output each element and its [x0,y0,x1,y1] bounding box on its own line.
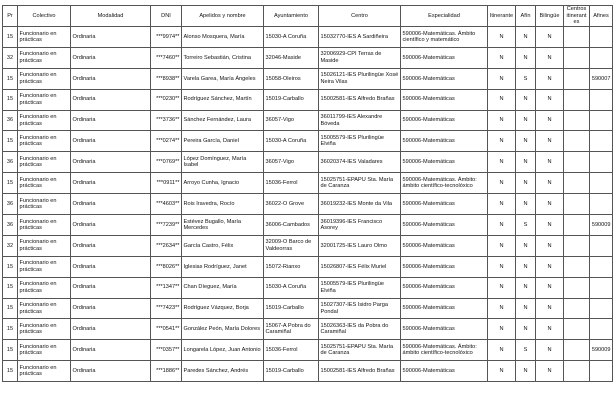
cell-modalidad: Ordinaria [71,215,151,236]
cell-especialidad: 590006-Matemáticas. Ámbito: ámbito científico-tecnolóxico [401,340,488,361]
cell-pr: 15 [3,319,18,340]
table-row [3,298,613,319]
cell-dni: ***0230** [151,89,182,110]
cell-bilingue: N [536,215,564,236]
cell-centro: 15026363-IES da Pobra do Caramiñal [319,319,401,340]
cell-bilingue: N [536,131,564,152]
header-centro: Centro [319,6,401,27]
cell-afin: N [516,110,536,131]
cell-afin: N [516,235,536,256]
cell-centros-itinerantes [564,47,590,68]
cell-bilingue: N [536,256,564,277]
cell-centro: 32006929-CPI Terras de Maside [319,47,401,68]
cell-afines: 590007 [590,68,613,89]
cell-itinerante: N [488,215,516,236]
cell-especialidad: 590006-Matemáticas [401,68,488,89]
cell-ayuntamiento: 15036-Ferrol [264,173,319,194]
cell-nombre: Alonso Mosquera, María [182,27,264,48]
header-dni: DNI [151,6,182,27]
cell-itinerante: N [488,110,516,131]
cell-especialidad: 590006-Matemáticas. Ámbito científico y matemático [401,27,488,48]
cell-afines [590,173,613,194]
cell-itinerante: N [488,298,516,319]
cell-modalidad: Ordinaria [71,89,151,110]
cell-bilingue: N [536,68,564,89]
cell-centros-itinerantes [564,131,590,152]
cell-colectivo: Funcionario en prácticas [18,27,71,48]
cell-centro: 36020374-IES Valadares [319,152,401,173]
cell-afines [590,298,613,319]
header-apellidos: Apelidos y nombre [182,6,264,27]
cell-itinerante: N [488,277,516,298]
cell-modalidad: Ordinaria [71,131,151,152]
cell-especialidad: 590006-Matemáticas. Ámbito: ámbito científico-tecnolóxico [401,173,488,194]
cell-afines [590,235,613,256]
cell-colectivo: Funcionario en prácticas [18,89,71,110]
cell-pr: 36 [3,215,18,236]
cell-especialidad: 590006-Matemáticas [401,235,488,256]
cell-ayuntamiento: 36057-Vigo [264,152,319,173]
cell-modalidad: Ordinaria [71,340,151,361]
cell-afin: N [516,131,536,152]
cell-especialidad: 590006-Matemáticas [401,298,488,319]
cell-nombre: García Castro, Félix [182,235,264,256]
cell-colectivo: Funcionario en prácticas [18,361,71,382]
cell-modalidad: Ordinaria [71,110,151,131]
cell-afines [590,152,613,173]
cell-afines [590,361,613,382]
cell-modalidad: Ordinaria [71,173,151,194]
cell-itinerante: N [488,131,516,152]
cell-colectivo: Funcionario en prácticas [18,235,71,256]
cell-pr: 15 [3,89,18,110]
cell-ayuntamiento: 15019-Carballo [264,89,319,110]
cell-bilingue: N [536,27,564,48]
cell-afin: N [516,89,536,110]
cell-centro: 15025751-EPAPU Sta. María de Caranza [319,173,401,194]
cell-especialidad: 590006-Matemáticas [401,256,488,277]
cell-bilingue: N [536,194,564,215]
cell-centro: 15002581-IES Alfredo Brañas [319,89,401,110]
table-row [3,110,613,131]
cell-dni: ***0769** [151,152,182,173]
cell-afines [590,110,613,131]
cell-centro: 15026807-IES Félix Muriel [319,256,401,277]
table-row [3,131,613,152]
cell-centros-itinerantes [564,89,590,110]
cell-itinerante: N [488,173,516,194]
cell-bilingue: N [536,173,564,194]
cell-especialidad: 590006-Matemáticas [401,215,488,236]
cell-ayuntamiento: 36057-Vigo [264,110,319,131]
cell-dni: ***0911** [151,173,182,194]
cell-centros-itinerantes [564,68,590,89]
cell-modalidad: Ordinaria [71,298,151,319]
cell-nombre: Pereira García, Daniel [182,131,264,152]
cell-itinerante: N [488,89,516,110]
cell-especialidad: 590006-Matemáticas [401,361,488,382]
table-row [3,27,613,48]
cell-itinerante: N [488,152,516,173]
cell-centro: 15025751-EPAPU Sta. María de Caranza [319,340,401,361]
cell-colectivo: Funcionario en prácticas [18,298,71,319]
cell-itinerante: N [488,256,516,277]
cell-ayuntamiento: 15019-Carballo [264,361,319,382]
cell-colectivo: Funcionario en prácticas [18,173,71,194]
cell-colectivo: Funcionario en prácticas [18,110,71,131]
cell-afines [590,27,613,48]
table-row [3,194,613,215]
cell-dni: ***2634** [151,235,182,256]
cell-dni: ***9974** [151,27,182,48]
cell-nombre: López Domínguez, María Isabel [182,152,264,173]
table-row [3,152,613,173]
cell-pr: 15 [3,68,18,89]
cell-bilingue: N [536,298,564,319]
header-colectivo: Colectivo [18,6,71,27]
cell-modalidad: Ordinaria [71,361,151,382]
table-row [3,215,613,236]
cell-itinerante: N [488,319,516,340]
cell-centros-itinerantes [564,277,590,298]
cell-nombre: Rodríguez Vázquez, Borja [182,298,264,319]
cell-especialidad: 590006-Matemáticas [401,277,488,298]
table-row [3,89,613,110]
cell-centros-itinerantes [564,298,590,319]
cell-colectivo: Funcionario en prácticas [18,256,71,277]
cell-afin: N [516,256,536,277]
cell-colectivo: Funcionario en prácticas [18,68,71,89]
cell-nombre: Sánchez Fernández, Laura [182,110,264,131]
cell-bilingue: N [536,47,564,68]
table-row [3,319,613,340]
cell-itinerante: N [488,47,516,68]
table-row [3,361,613,382]
cell-pr: 36 [3,152,18,173]
cell-bilingue: N [536,361,564,382]
cell-centros-itinerantes [564,152,590,173]
cell-pr: 15 [3,256,18,277]
cell-afin: N [516,194,536,215]
cell-pr: 32 [3,47,18,68]
cell-afin: S [516,340,536,361]
cell-colectivo: Funcionario en prácticas [18,131,71,152]
cell-afin: N [516,152,536,173]
cell-centro: 15026121-IES Plurilingüe Xosé Neira Vilas [319,68,401,89]
cell-centros-itinerantes [564,194,590,215]
cell-centro: 15032770-IES A Sardiñeira [319,27,401,48]
cell-centros-itinerantes [564,361,590,382]
cell-bilingue: N [536,152,564,173]
cell-nombre: Arroyo Cunha, Ignacio [182,173,264,194]
cell-ayuntamiento: 15067-A Pobra do Caramiñal [264,319,319,340]
cell-centros-itinerantes [564,256,590,277]
cell-afines [590,256,613,277]
cell-nombre: Iglesias Rodríguez, Janet [182,256,264,277]
cell-afines [590,319,613,340]
cell-especialidad: 590006-Matemáticas [401,110,488,131]
cell-modalidad: Ordinaria [71,256,151,277]
header-centros-itinerantes: Centros itinerantes [564,6,590,27]
cell-nombre: Longarela López, Juan Antonio [182,340,264,361]
cell-dni: ***0357** [151,340,182,361]
cell-colectivo: Funcionario en prácticas [18,277,71,298]
header-afin: Afín [516,6,536,27]
cell-centros-itinerantes [564,340,590,361]
cell-pr: 15 [3,131,18,152]
cell-ayuntamiento: 36022-O Grove [264,194,319,215]
table-row [3,68,613,89]
cell-dni: ***7460** [151,47,182,68]
cell-afines [590,47,613,68]
cell-nombre: Paredes Sánchez, Andrés [182,361,264,382]
cell-modalidad: Ordinaria [71,27,151,48]
cell-pr: 15 [3,298,18,319]
cell-itinerante: N [488,27,516,48]
header-modalidad: Modalidad [71,6,151,27]
cell-ayuntamiento: 15019-Carballo [264,298,319,319]
cell-colectivo: Funcionario en prácticas [18,215,71,236]
cell-ayuntamiento: 32009-O Barco de Valdeorras [264,235,319,256]
cell-afin: S [516,68,536,89]
cell-ayuntamiento: 36006-Cambados [264,215,319,236]
cell-afines [590,194,613,215]
cell-modalidad: Ordinaria [71,277,151,298]
cell-centro: 15002581-IES Alfredo Brañas [319,361,401,382]
cell-centros-itinerantes [564,173,590,194]
cell-pr: 15 [3,173,18,194]
cell-pr: 15 [3,27,18,48]
cell-afin: N [516,47,536,68]
cell-nombre: Rois Iravedra, Rocío [182,194,264,215]
cell-afines [590,89,613,110]
cell-modalidad: Ordinaria [71,235,151,256]
table-row [3,47,613,68]
cell-dni: ***7423** [151,298,182,319]
cell-itinerante: N [488,68,516,89]
header-especialidad: Especialidad [401,6,488,27]
cell-modalidad: Ordinaria [71,319,151,340]
cell-itinerante: N [488,361,516,382]
cell-bilingue: N [536,110,564,131]
cell-centro: 36019396-IES Francisco Asorey [319,215,401,236]
cell-especialidad: 590006-Matemáticas [401,131,488,152]
table-header-row [3,6,613,27]
cell-centros-itinerantes [564,27,590,48]
cell-modalidad: Ordinaria [71,194,151,215]
cell-ayuntamiento: 15072-Rianxo [264,256,319,277]
cell-bilingue: N [536,319,564,340]
table-row [3,235,613,256]
cell-afines [590,277,613,298]
cell-dni: ***1886** [151,361,182,382]
cell-itinerante: N [488,194,516,215]
cell-itinerante: N [488,235,516,256]
header-itinerante: Itinerante [488,6,516,27]
cell-afines: 590009 [590,215,613,236]
cell-pr: 36 [3,194,18,215]
cell-ayuntamiento: 32046-Maside [264,47,319,68]
cell-centro: 36011799-IES Alexandre Bóveda [319,110,401,131]
cell-dni: ***8026** [151,256,182,277]
cell-especialidad: 590006-Matemáticas [401,194,488,215]
cell-centros-itinerantes [564,319,590,340]
cell-afin: N [516,277,536,298]
header-afines: Afines [590,6,613,27]
cell-colectivo: Funcionario en prácticas [18,319,71,340]
cell-afin: N [516,173,536,194]
cell-afin: N [516,27,536,48]
header-bilingue: Bilingüe [536,6,564,27]
table-row [3,173,613,194]
cell-modalidad: Ordinaria [71,68,151,89]
cell-colectivo: Funcionario en prácticas [18,194,71,215]
cell-ayuntamiento: 15030-A Coruña [264,131,319,152]
table-row [3,277,613,298]
table-row [3,256,613,277]
cell-dni: ***4603** [151,194,182,215]
cell-centros-itinerantes [564,215,590,236]
cell-pr: 15 [3,277,18,298]
cell-nombre: Torreiro Sebastián, Cristina [182,47,264,68]
cell-afines: 590009 [590,340,613,361]
cell-ayuntamiento: 15030-A Coruña [264,277,319,298]
cell-dni: ***7239** [151,215,182,236]
cell-modalidad: Ordinaria [71,47,151,68]
cell-pr: 36 [3,110,18,131]
cell-colectivo: Funcionario en prácticas [18,47,71,68]
cell-ayuntamiento: 15030-A Coruña [264,27,319,48]
cell-especialidad: 590006-Matemáticas [401,89,488,110]
cell-nombre: González Peón, María Dolores [182,319,264,340]
cell-bilingue: N [536,89,564,110]
cell-colectivo: Funcionario en prácticas [18,152,71,173]
cell-centros-itinerantes [564,235,590,256]
cell-nombre: Chan Díeguez, María [182,277,264,298]
cell-pr: 15 [3,340,18,361]
cell-centro: 15027307-IES Isidro Parga Pondal [319,298,401,319]
cell-dni: ***1347** [151,277,182,298]
cell-bilingue: N [536,235,564,256]
cell-nombre: Varela Garea, María Ángeles [182,68,264,89]
table-row [3,340,613,361]
cell-afin: N [516,319,536,340]
cell-afin: N [516,361,536,382]
cell-bilingue: N [536,277,564,298]
cell-especialidad: 590006-Matemáticas [401,319,488,340]
header-ayuntamiento: Ayuntamiento [264,6,319,27]
cell-dni: ***0274** [151,131,182,152]
cell-colectivo: Funcionario en prácticas [18,340,71,361]
cell-dni: ***3736** [151,110,182,131]
header-pr: Pr [3,6,18,27]
assignments-table [2,5,613,382]
cell-centros-itinerantes [564,110,590,131]
cell-ayuntamiento: 15036-Ferrol [264,340,319,361]
cell-pr: 15 [3,361,18,382]
cell-dni: ***0541** [151,319,182,340]
cell-centro: 15005579-IES Plurilingüe Elviña [319,131,401,152]
cell-especialidad: 590006-Matemáticas [401,152,488,173]
cell-ayuntamiento: 15058-Oleiros [264,68,319,89]
cell-afines [590,131,613,152]
cell-modalidad: Ordinaria [71,152,151,173]
cell-nombre: Estévez Bugallo, María Mercedes [182,215,264,236]
cell-itinerante: N [488,340,516,361]
cell-bilingue: N [536,340,564,361]
cell-nombre: Rodríguez Sánchez, Martín [182,89,264,110]
cell-pr: 32 [3,235,18,256]
cell-afin: S [516,215,536,236]
cell-centro: 36019232-IES Monte da Vila [319,194,401,215]
cell-dni: ***8938** [151,68,182,89]
cell-centro: 15005579-IES Plurilingüe Elviña [319,277,401,298]
cell-afin: N [516,298,536,319]
cell-especialidad: 590006-Matemáticas [401,47,488,68]
cell-centro: 32001725-IES Lauro Olmo [319,235,401,256]
